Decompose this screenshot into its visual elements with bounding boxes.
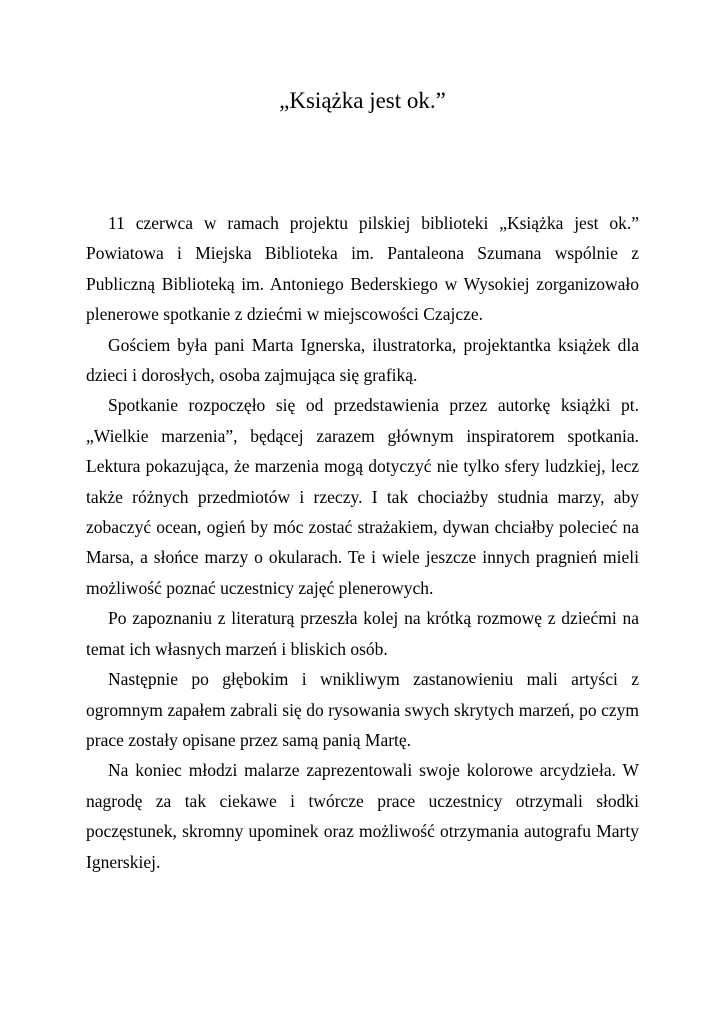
paragraph-conversation: Po zapoznaniu z literaturą przeszła kolej na krótką rozmowę z dziećmi na temat ich własnych marzeń i bliskich osób. (86, 608, 639, 659)
paragraph-book-presentation: Spotkanie rozpoczęło się od przedstawienia przez autorkę książki pt. „Wielkie marzenia”, będącej zarazem głównym inspiratorem spotkania. Lektura pokazująca, że marzenia mogą dotyczyć nie tylko sfery ludzkiej, lecz także różnych przedmiotów i rzeczy. I tak chociażby studnia marzy, aby zobaczyć ocean, ogień by móc zostać strażakiem, dywan chciałby polecieć na Marsa, a słońce marzy o okularach. Te i wiele jeszcze innych pragnień mieli możliwość poznać uczestnicy zajęć plenerowych. (86, 395, 639, 598)
document-title: „Książka jest ok.” (279, 88, 446, 113)
paragraph-guest: Gościem była pani Marta Ignerska, ilustratorka, projektantka książek dla dzieci i dorosłych, osoba zajmująca się grafiką. (86, 334, 639, 386)
document-body (86, 208, 639, 877)
paragraph-drawing: Następnie po głębokim i wnikliwym zastanowieniu mali artyści z ogromnym zapałem zabrali się do rysowania swych skrytych marzeń, po czym prace zostały opisane przez samą panią Martę. (86, 669, 639, 750)
paragraph-conclusion: Na koniec młodzi malarze zaprezentowali swoje kolorowe arcydzieła. W nagrodę za tak ciekawe i twórcze prace uczestnicy otrzymali słodki poczęstunek, skromny upominek oraz możliwość otrzymania autografu Marty Ignerskiej. (86, 760, 639, 872)
paragraph-event-intro: 11 czerwca w ramach projektu pilskiej biblioteki „Książka jest ok.” Powiatowa i Miejska Biblioteka im. Pantaleona Szumana wspólnie z Publiczną Biblioteką im. Antoniego Bederskiego w Wysokiej zorganizowało plenerowe spotkanie z dziećmi w miejscowości Czajcze. (86, 213, 639, 325)
